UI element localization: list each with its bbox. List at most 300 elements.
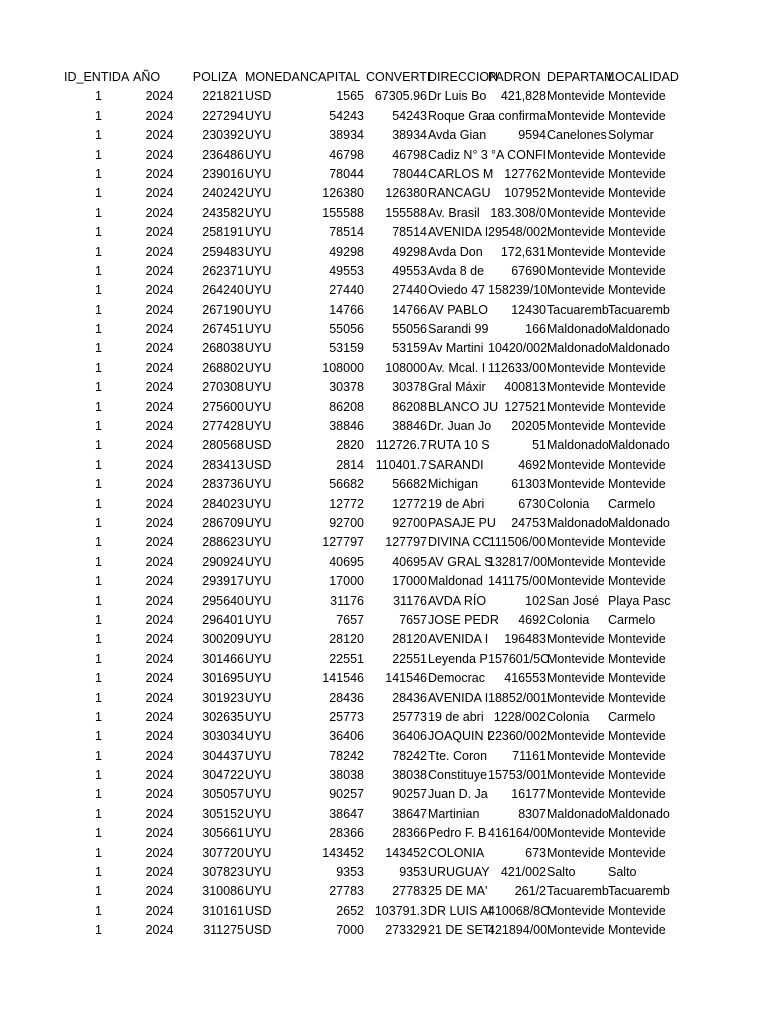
cell-departamento[interactable]: Canelones (547, 128, 607, 143)
cell-convertido[interactable]: 17000 (392, 574, 427, 589)
cell-poliza[interactable]: 284023 (202, 496, 244, 511)
cell-anio[interactable]: 2024 (145, 244, 174, 259)
cell-departamento[interactable]: Montevide (547, 108, 605, 123)
cell-moneda[interactable]: UYU (245, 341, 272, 356)
cell-padron[interactable]: °A CONFI (490, 147, 546, 162)
cell-anio[interactable]: 2024 (145, 89, 174, 104)
cell-id-entidad[interactable]: 1 (95, 263, 102, 278)
cell-convertido[interactable]: 14766 (392, 302, 427, 317)
cell-localidad[interactable]: Montevide (608, 554, 666, 569)
cell-ncapital[interactable]: 14766 (329, 302, 364, 317)
cell-id-entidad[interactable]: 1 (95, 147, 102, 162)
cell-direccion[interactable]: BLANCO JU (428, 399, 499, 414)
cell-poliza[interactable]: 301695 (202, 671, 244, 686)
cell-direccion[interactable]: Av. Mcal. I (428, 360, 486, 375)
cell-convertido[interactable]: 112726.7 (375, 438, 427, 453)
cell-anio[interactable]: 2024 (145, 865, 174, 880)
cell-poliza[interactable]: 288623 (202, 535, 244, 550)
cell-convertido[interactable]: 78514 (392, 225, 427, 240)
cell-moneda[interactable]: UYU (245, 147, 272, 162)
cell-localidad[interactable]: Playa Pasc (608, 593, 671, 608)
cell-anio[interactable]: 2024 (145, 671, 174, 686)
cell-padron[interactable]: 132817/00 (488, 554, 548, 569)
cell-direccion[interactable]: Roque Gra (428, 108, 490, 123)
cell-ncapital[interactable]: 78514 (329, 225, 364, 240)
cell-localidad[interactable]: Montevide (608, 380, 666, 395)
cell-anio[interactable]: 2024 (145, 360, 174, 375)
header-departamento[interactable]: DEPARTAM (547, 70, 615, 84)
cell-direccion[interactable]: Oviedo 47 (428, 283, 485, 298)
cell-poliza[interactable]: 310161 (202, 903, 244, 918)
header-anio[interactable]: AÑO (133, 70, 161, 84)
cell-id-entidad[interactable]: 1 (95, 729, 102, 744)
cell-convertido[interactable]: 67305.96 (374, 89, 427, 104)
cell-moneda[interactable]: USD (245, 89, 272, 104)
cell-id-entidad[interactable]: 1 (95, 225, 102, 240)
cell-moneda[interactable]: UYU (245, 535, 272, 550)
cell-direccion[interactable]: Juan D. Ja (428, 787, 488, 802)
cell-ncapital[interactable]: 12772 (329, 496, 364, 511)
cell-id-entidad[interactable]: 1 (95, 496, 102, 511)
cell-moneda[interactable]: USD (245, 457, 272, 472)
cell-ncapital[interactable]: 36406 (329, 729, 364, 744)
cell-padron[interactable]: 20205 (511, 419, 546, 434)
cell-ncapital[interactable]: 38647 (329, 806, 364, 821)
cell-convertido[interactable]: 28366 (392, 826, 427, 841)
cell-departamento[interactable]: Montevide (547, 147, 605, 162)
cell-anio[interactable]: 2024 (145, 263, 174, 278)
cell-padron[interactable]: 111506/00 (488, 535, 546, 550)
cell-id-entidad[interactable]: 1 (95, 166, 102, 181)
cell-padron[interactable]: 157601/5C (488, 651, 550, 666)
cell-direccion[interactable]: RUTA 10 S (428, 438, 490, 453)
cell-ncapital[interactable]: 90257 (329, 787, 364, 802)
cell-departamento[interactable]: Montevide (547, 768, 605, 783)
cell-direccion[interactable]: AVENIDA I (428, 225, 489, 240)
cell-poliza[interactable]: 283413 (202, 457, 244, 472)
cell-padron[interactable]: 18852/001 (488, 690, 548, 705)
cell-direccion[interactable]: Gral Máxir (428, 380, 486, 395)
cell-ncapital[interactable]: 27440 (329, 283, 364, 298)
cell-poliza[interactable]: 307823 (202, 865, 244, 880)
cell-direccion[interactable]: Avda 8 de (428, 263, 485, 278)
cell-departamento[interactable]: Montevide (547, 89, 605, 104)
header-padron[interactable]: PADRON (488, 70, 541, 84)
cell-moneda[interactable]: UYU (245, 302, 272, 317)
cell-poliza[interactable]: 302635 (202, 709, 244, 724)
cell-departamento[interactable]: Maldonado (547, 438, 609, 453)
cell-poliza[interactable]: 268802 (202, 360, 244, 375)
cell-poliza[interactable]: 300209 (202, 632, 244, 647)
cell-moneda[interactable]: UYU (245, 845, 272, 860)
cell-moneda[interactable]: UYU (245, 865, 272, 880)
cell-anio[interactable]: 2024 (145, 128, 174, 143)
cell-anio[interactable]: 2024 (145, 496, 174, 511)
cell-ncapital[interactable]: 1565 (336, 89, 364, 104)
cell-poliza[interactable]: 262371 (202, 263, 244, 278)
cell-ncapital[interactable]: 86208 (329, 399, 364, 414)
cell-anio[interactable]: 2024 (145, 729, 174, 744)
cell-ncapital[interactable]: 55056 (329, 322, 364, 337)
cell-ncapital[interactable]: 38038 (329, 768, 364, 783)
cell-id-entidad[interactable]: 1 (95, 923, 102, 938)
cell-id-entidad[interactable]: 1 (95, 535, 102, 550)
cell-moneda[interactable]: UYU (245, 787, 272, 802)
cell-localidad[interactable]: Solymar (608, 128, 654, 143)
cell-convertido[interactable]: 7657 (399, 612, 427, 627)
cell-direccion[interactable]: Tte. Coron (428, 748, 488, 763)
cell-moneda[interactable]: USD (245, 438, 272, 453)
cell-poliza[interactable]: 240242 (202, 186, 244, 201)
cell-departamento[interactable]: Montevide (547, 399, 605, 414)
cell-anio[interactable]: 2024 (145, 651, 174, 666)
cell-direccion[interactable]: COLONIA (428, 845, 485, 860)
cell-departamento[interactable]: Maldonado (547, 515, 609, 530)
cell-ncapital[interactable]: 27783 (329, 884, 364, 899)
cell-localidad[interactable]: Salto (608, 865, 637, 880)
cell-moneda[interactable]: UYU (245, 419, 272, 434)
cell-id-entidad[interactable]: 1 (95, 186, 102, 201)
cell-convertido[interactable]: 78242 (392, 748, 427, 763)
cell-direccion[interactable]: 19 de abri (428, 709, 484, 724)
cell-poliza[interactable]: 304437 (202, 748, 244, 763)
cell-convertido[interactable]: 38038 (392, 768, 427, 783)
cell-convertido[interactable]: 28436 (392, 690, 427, 705)
cell-departamento[interactable]: Montevide (547, 690, 605, 705)
header-ncapital[interactable]: NCAPITAL (300, 70, 361, 84)
cell-localidad[interactable]: Montevide (608, 399, 666, 414)
cell-padron[interactable]: 673 (525, 845, 546, 860)
cell-poliza[interactable]: 259483 (202, 244, 244, 259)
cell-direccion[interactable]: PASAJE PU (428, 515, 496, 530)
cell-id-entidad[interactable]: 1 (95, 554, 102, 569)
cell-anio[interactable]: 2024 (145, 225, 174, 240)
cell-ncapital[interactable]: 155588 (322, 205, 364, 220)
cell-localidad[interactable]: Maldonado (608, 806, 670, 821)
cell-ncapital[interactable]: 141546 (322, 671, 364, 686)
cell-departamento[interactable]: Montevide (547, 748, 605, 763)
cell-departamento[interactable]: Tacuaremb (547, 884, 609, 899)
cell-id-entidad[interactable]: 1 (95, 884, 102, 899)
header-direccion[interactable]: DIRECCION (428, 70, 499, 84)
cell-direccion[interactable]: Democrac (428, 671, 485, 686)
cell-padron[interactable]: 183.308/0 (490, 205, 546, 220)
cell-convertido[interactable]: 108000 (385, 360, 427, 375)
cell-convertido[interactable]: 126380 (385, 186, 427, 201)
cell-localidad[interactable]: Montevide (608, 632, 666, 647)
cell-moneda[interactable]: UYU (245, 593, 272, 608)
cell-convertido[interactable]: 54243 (392, 108, 427, 123)
cell-id-entidad[interactable]: 1 (95, 612, 102, 627)
cell-ncapital[interactable]: 127797 (322, 535, 364, 550)
cell-poliza[interactable]: 301466 (202, 651, 244, 666)
cell-anio[interactable]: 2024 (145, 632, 174, 647)
cell-moneda[interactable]: UYU (245, 380, 272, 395)
cell-padron[interactable]: 16177 (511, 787, 546, 802)
cell-anio[interactable]: 2024 (145, 186, 174, 201)
cell-poliza[interactable]: 286709 (202, 515, 244, 530)
cell-localidad[interactable]: Montevide (608, 826, 666, 841)
cell-localidad[interactable]: Montevide (608, 147, 666, 162)
cell-convertido[interactable]: 49298 (392, 244, 427, 259)
cell-id-entidad[interactable]: 1 (95, 128, 102, 143)
cell-convertido[interactable]: 86208 (392, 399, 427, 414)
cell-localidad[interactable]: Montevide (608, 923, 666, 938)
cell-id-entidad[interactable]: 1 (95, 632, 102, 647)
cell-anio[interactable]: 2024 (145, 709, 174, 724)
cell-id-entidad[interactable]: 1 (95, 845, 102, 860)
cell-direccion[interactable]: URUGUAY (428, 865, 490, 880)
cell-direccion[interactable]: DR LUIS AI (428, 903, 492, 918)
cell-moneda[interactable]: UYU (245, 806, 272, 821)
cell-departamento[interactable]: Montevide (547, 186, 605, 201)
cell-departamento[interactable]: Maldonado (547, 806, 609, 821)
cell-ncapital[interactable]: 56682 (329, 477, 364, 492)
cell-moneda[interactable]: UYU (245, 554, 272, 569)
cell-id-entidad[interactable]: 1 (95, 826, 102, 841)
cell-poliza[interactable]: 267190 (202, 302, 244, 317)
cell-departamento[interactable]: Montevide (547, 574, 605, 589)
cell-id-entidad[interactable]: 1 (95, 244, 102, 259)
cell-localidad[interactable]: Montevide (608, 535, 666, 550)
cell-poliza[interactable]: 310086 (202, 884, 244, 899)
cell-moneda[interactable]: UYU (245, 612, 272, 627)
cell-id-entidad[interactable]: 1 (95, 515, 102, 530)
cell-anio[interactable]: 2024 (145, 399, 174, 414)
cell-departamento[interactable]: Montevide (547, 225, 605, 240)
cell-anio[interactable]: 2024 (145, 341, 174, 356)
cell-padron[interactable]: 22360/002 (488, 729, 548, 744)
cell-localidad[interactable]: Montevide (608, 360, 666, 375)
cell-moneda[interactable]: UYU (245, 128, 272, 143)
cell-padron[interactable]: 400813 (504, 380, 546, 395)
cell-ncapital[interactable]: 108000 (322, 360, 364, 375)
cell-moneda[interactable]: UYU (245, 709, 272, 724)
cell-moneda[interactable]: UYU (245, 360, 272, 375)
cell-localidad[interactable]: Montevide (608, 166, 666, 181)
cell-moneda[interactable]: UYU (245, 768, 272, 783)
cell-anio[interactable]: 2024 (145, 593, 174, 608)
cell-departamento[interactable]: Montevide (547, 651, 605, 666)
cell-convertido[interactable]: 127797 (385, 535, 427, 550)
cell-padron[interactable]: 9594 (518, 128, 546, 143)
header-convertido[interactable]: CONVERTI (366, 70, 431, 84)
cell-localidad[interactable]: Montevide (608, 690, 666, 705)
cell-localidad[interactable]: Montevide (608, 244, 666, 259)
cell-departamento[interactable]: Montevide (547, 632, 605, 647)
cell-moneda[interactable]: UYU (245, 244, 272, 259)
cell-direccion[interactable]: Maldonad (428, 574, 483, 589)
header-id-entidad[interactable]: ID_ENTIDA (64, 70, 130, 84)
cell-ncapital[interactable]: 126380 (322, 186, 364, 201)
cell-localidad[interactable]: Montevide (608, 787, 666, 802)
cell-id-entidad[interactable]: 1 (95, 690, 102, 705)
cell-padron[interactable]: 421,828 (500, 89, 546, 104)
cell-convertido[interactable]: 155588 (385, 205, 427, 220)
header-moneda[interactable]: MONEDA (245, 70, 300, 84)
cell-localidad[interactable]: Maldonado (608, 322, 670, 337)
cell-moneda[interactable]: UYU (245, 166, 272, 181)
cell-direccion[interactable]: Cadiz N° 3 (428, 147, 488, 162)
cell-direccion[interactable]: Dr. Juan Jo (428, 419, 492, 434)
cell-departamento[interactable]: Montevide (547, 263, 605, 278)
cell-padron[interactable]: 107952 (504, 186, 546, 201)
cell-ncapital[interactable]: 31176 (330, 593, 364, 608)
cell-localidad[interactable]: Montevide (608, 903, 666, 918)
cell-anio[interactable]: 2024 (145, 477, 174, 492)
cell-departamento[interactable]: Colonia (547, 612, 590, 627)
cell-padron[interactable]: 410068/8C (488, 903, 550, 918)
cell-departamento[interactable]: Montevide (547, 826, 605, 841)
cell-id-entidad[interactable]: 1 (95, 419, 102, 434)
cell-localidad[interactable]: Maldonado (608, 515, 670, 530)
cell-direccion[interactable]: Pedro F. B (428, 826, 487, 841)
cell-departamento[interactable]: Maldonado (547, 322, 609, 337)
cell-ncapital[interactable]: 30378 (329, 380, 364, 395)
cell-localidad[interactable]: Montevide (608, 729, 666, 744)
cell-poliza[interactable]: 305152 (202, 806, 244, 821)
cell-padron[interactable]: 4692 (518, 612, 546, 627)
cell-direccion[interactable]: 21 DE SETI (428, 923, 494, 938)
cell-ncapital[interactable]: 28436 (329, 690, 364, 705)
cell-moneda[interactable]: UYU (245, 322, 272, 337)
cell-moneda[interactable]: UYU (245, 477, 272, 492)
cell-poliza[interactable]: 295640 (202, 593, 244, 608)
cell-ncapital[interactable]: 92700 (329, 515, 364, 530)
cell-convertido[interactable]: 38846 (392, 419, 427, 434)
cell-moneda[interactable]: UYU (245, 263, 272, 278)
cell-poliza[interactable]: 243582 (202, 205, 244, 220)
cell-padron[interactable]: 127521 (504, 399, 546, 414)
cell-anio[interactable]: 2024 (145, 748, 174, 763)
cell-direccion[interactable]: AVENIDA I (428, 690, 489, 705)
cell-moneda[interactable]: UYU (245, 748, 272, 763)
cell-poliza[interactable]: 303034 (202, 729, 244, 744)
cell-poliza[interactable]: 307720 (202, 845, 244, 860)
cell-convertido[interactable]: 49553 (392, 263, 427, 278)
cell-localidad[interactable]: Montevide (608, 263, 666, 278)
cell-convertido[interactable]: 56682 (392, 477, 427, 492)
cell-convertido[interactable]: 53159 (392, 341, 427, 356)
cell-padron[interactable]: 127762 (504, 166, 546, 181)
cell-padron[interactable]: 261/2 (514, 884, 546, 899)
cell-localidad[interactable]: Montevide (608, 186, 666, 201)
cell-padron[interactable]: 141175/00 (488, 574, 547, 589)
cell-convertido[interactable]: 36406 (392, 729, 427, 744)
cell-convertido[interactable]: 38647 (392, 806, 427, 821)
cell-direccion[interactable]: AVENIDA I (428, 632, 489, 647)
header-poliza[interactable]: POLIZA (192, 70, 238, 84)
cell-moneda[interactable]: UYU (245, 632, 272, 647)
cell-localidad[interactable]: Montevide (608, 205, 666, 220)
cell-anio[interactable]: 2024 (145, 283, 174, 298)
cell-poliza[interactable]: 280568 (202, 438, 244, 453)
cell-moneda[interactable]: USD (245, 923, 272, 938)
cell-anio[interactable]: 2024 (145, 302, 174, 317)
cell-convertido[interactable]: 30378 (392, 380, 427, 395)
cell-convertido[interactable]: 22551 (392, 651, 427, 666)
cell-ncapital[interactable]: 2652 (336, 903, 364, 918)
cell-moneda[interactable]: UYU (245, 574, 272, 589)
cell-padron[interactable]: 6730 (518, 496, 546, 511)
cell-convertido[interactable]: 27783 (392, 884, 427, 899)
cell-direccion[interactable]: AV PABLO (428, 302, 488, 317)
cell-localidad[interactable]: Montevide (608, 457, 666, 472)
cell-id-entidad[interactable]: 1 (95, 205, 102, 220)
cell-anio[interactable]: 2024 (145, 903, 174, 918)
cell-id-entidad[interactable]: 1 (95, 671, 102, 686)
cell-ncapital[interactable]: 53159 (329, 341, 364, 356)
cell-moneda[interactable]: UYU (245, 399, 272, 414)
cell-departamento[interactable]: San José (547, 593, 600, 608)
cell-direccion[interactable]: Avda Don (428, 244, 483, 259)
cell-localidad[interactable]: Montevide (608, 574, 666, 589)
cell-departamento[interactable]: Montevide (547, 787, 605, 802)
cell-anio[interactable]: 2024 (145, 166, 174, 181)
cell-anio[interactable]: 2024 (145, 612, 174, 627)
cell-moneda[interactable]: UYU (245, 496, 272, 511)
cell-padron[interactable]: 416553 (504, 671, 546, 686)
cell-direccion[interactable]: 19 de Abri (428, 496, 485, 511)
cell-poliza[interactable]: 305661 (202, 826, 244, 841)
cell-localidad[interactable]: Tacuaremb (608, 302, 670, 317)
cell-direccion[interactable]: Leyenda P (428, 651, 488, 666)
cell-departamento[interactable]: Tacuaremb (547, 302, 609, 317)
cell-convertido[interactable]: 9353 (399, 865, 427, 880)
cell-convertido[interactable]: 78044 (392, 166, 427, 181)
cell-ncapital[interactable]: 38846 (329, 419, 364, 434)
cell-convertido[interactable]: 110401.7 (375, 457, 427, 472)
cell-anio[interactable]: 2024 (145, 147, 174, 162)
cell-localidad[interactable]: Montevide (608, 477, 666, 492)
cell-localidad[interactable]: Carmelo (608, 709, 656, 724)
cell-id-entidad[interactable]: 1 (95, 768, 102, 783)
cell-id-entidad[interactable]: 1 (95, 341, 102, 356)
cell-id-entidad[interactable]: 1 (95, 748, 102, 763)
cell-id-entidad[interactable]: 1 (95, 438, 102, 453)
cell-direccion[interactable]: Avda Gian (428, 128, 487, 143)
cell-ncapital[interactable]: 2820 (336, 438, 364, 453)
cell-convertido[interactable]: 25773 (392, 709, 427, 724)
cell-anio[interactable]: 2024 (145, 554, 174, 569)
cell-poliza[interactable]: 239016 (202, 166, 244, 181)
cell-convertido[interactable]: 12772 (392, 496, 427, 511)
cell-anio[interactable]: 2024 (145, 923, 174, 938)
cell-padron[interactable]: 51 (532, 438, 546, 453)
cell-poliza[interactable]: 267451 (202, 322, 244, 337)
cell-padron[interactable]: 1228/002 (493, 709, 546, 724)
cell-departamento[interactable]: Montevide (547, 360, 605, 375)
cell-ncapital[interactable]: 46798 (329, 147, 364, 162)
cell-anio[interactable]: 2024 (145, 380, 174, 395)
cell-ncapital[interactable]: 143452 (322, 845, 364, 860)
cell-poliza[interactable]: 290924 (202, 554, 244, 569)
cell-localidad[interactable]: Montevide (608, 651, 666, 666)
cell-padron[interactable]: 416164/00 (488, 826, 548, 841)
cell-padron[interactable]: 61303 (511, 477, 546, 492)
cell-ncapital[interactable]: 78242 (329, 748, 364, 763)
cell-moneda[interactable]: UYU (245, 651, 272, 666)
cell-id-entidad[interactable]: 1 (95, 477, 102, 492)
cell-convertido[interactable]: 141546 (385, 671, 427, 686)
cell-ncapital[interactable]: 28120 (329, 632, 364, 647)
cell-departamento[interactable]: Montevide (547, 729, 605, 744)
cell-departamento[interactable]: Montevide (547, 554, 605, 569)
cell-id-entidad[interactable]: 1 (95, 89, 102, 104)
cell-anio[interactable]: 2024 (145, 438, 174, 453)
cell-anio[interactable]: 2024 (145, 845, 174, 860)
cell-localidad[interactable]: Maldonado (608, 341, 670, 356)
